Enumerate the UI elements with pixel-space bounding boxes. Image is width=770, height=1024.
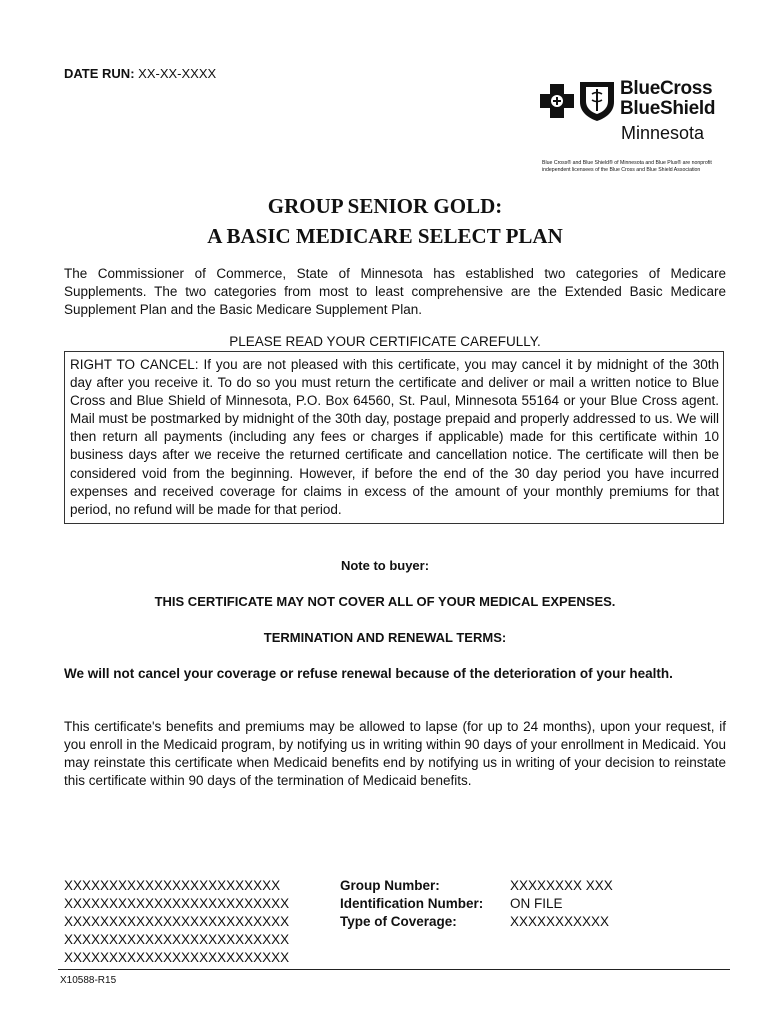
identification-number-row [340, 895, 613, 913]
address-line: XXXXXXXXXXXXXXXXXXXXXXXX [64, 878, 281, 893]
brand-region: Minnesota [621, 123, 705, 143]
form-id: X10588-R15 [60, 975, 117, 986]
coverage-type-label: Type of Coverage: [340, 914, 457, 929]
identification-number-value: ON FILE [510, 896, 563, 911]
not-cover-warning: THIS CERTIFICATE MAY NOT COVER ALL OF YOUR MEDICAL EXPENSES. [154, 594, 616, 609]
identification-number-label: Identification Number: [340, 896, 484, 911]
lapse-paragraph: This certificate's benefits and premiums may be allowed to lapse (for up to 24 months), upon your request, if you enroll in the Medicaid program, by notifying us in writing within 90 days of your enrollment in Medicaid. You may reinstate this certificate when Medicaid benefits end by notifying us in writing of your decision to reinstate this certificate within 90 days of the termination of Medicaid benefits. [64, 719, 726, 788]
no-cancel-paragraph: We will not cancel your coverage or refuse renewal because of the deterioration of your health. [64, 666, 673, 681]
policy-info [340, 877, 613, 931]
group-number-label: Group Number: [340, 878, 440, 893]
group-number-value: XXXXXXXX XXX [510, 878, 613, 893]
date-run-label: DATE RUN: [64, 66, 135, 81]
coverage-type-value: XXXXXXXXXXX [510, 914, 610, 929]
address-line: XXXXXXXXXXXXXXXXXXXXXXXXX [64, 914, 290, 929]
date-run-value: XX-XX-XXXX [138, 66, 217, 81]
intro-paragraph: The Commissioner of Commerce, State of Minnesota has established two categories of Medicare Supplements. The two categories from most to least comprehensive are the Extended Basic Medicare Supplement Plan and the Basic Medicare Supplement Plan. [64, 266, 726, 317]
footer-divider [58, 969, 730, 970]
note-to-buyer: Note to buyer: [340, 558, 430, 573]
address-line: XXXXXXXXXXXXXXXXXXXXXXXXX [64, 932, 290, 947]
logo-fine-print: Blue Cross® and Blue Shield® of Minnesota and Blue Plus® are nonprofit independent licensees of the Blue Cross and Blue Shield Association [542, 160, 712, 173]
group-number-row [340, 877, 613, 895]
cross-shield-icon [540, 80, 616, 122]
brand-name-line2: BlueShield [620, 98, 716, 119]
address-line: XXXXXXXXXXXXXXXXXXXXXXXXX [64, 950, 290, 965]
please-read-notice: PLEASE READ YOUR CERTIFICATE CAREFULLY. [229, 334, 541, 349]
coverage-type-row [340, 913, 613, 931]
document-title-line1: GROUP SENIOR GOLD: [267, 194, 503, 218]
document-title-line2: A BASIC MEDICARE SELECT PLAN [207, 224, 563, 248]
brand-name-line1: BlueCross [620, 78, 713, 99]
right-to-cancel-box: RIGHT TO CANCEL: If you are not pleased with this certificate, you may cancel it by midnight of the 30th day after you receive it. To do so you must return the certificate and deliver or mail a written notice to Blue Cross and Blue Shield of Minnesota, P.O. Box 64560, St. Paul, Minnesota 55164 or your Blue Cross agent. Mail must be postmarked by midnight of the 30th day, postage prepaid and properly addressed to us. We will then return all payments (including any fees or charges if applicable) made for this certificate within 10 business days after we receive the returned certificate and cancellation notice. The certificate will then be considered void from the beginning. However, if before the end of the 30 day period you have incurred expenses and received coverage for claims in excess of the amount of your monthly premiums for that period, no refund will be made for that period. [64, 351, 724, 524]
address-line: XXXXXXXXXXXXXXXXXXXXXXXXX [64, 896, 290, 911]
address-block [64, 877, 289, 967]
termination-heading: TERMINATION AND RENEWAL TERMS: [263, 630, 507, 645]
bcbs-logo [540, 76, 740, 176]
date-run [64, 66, 216, 81]
